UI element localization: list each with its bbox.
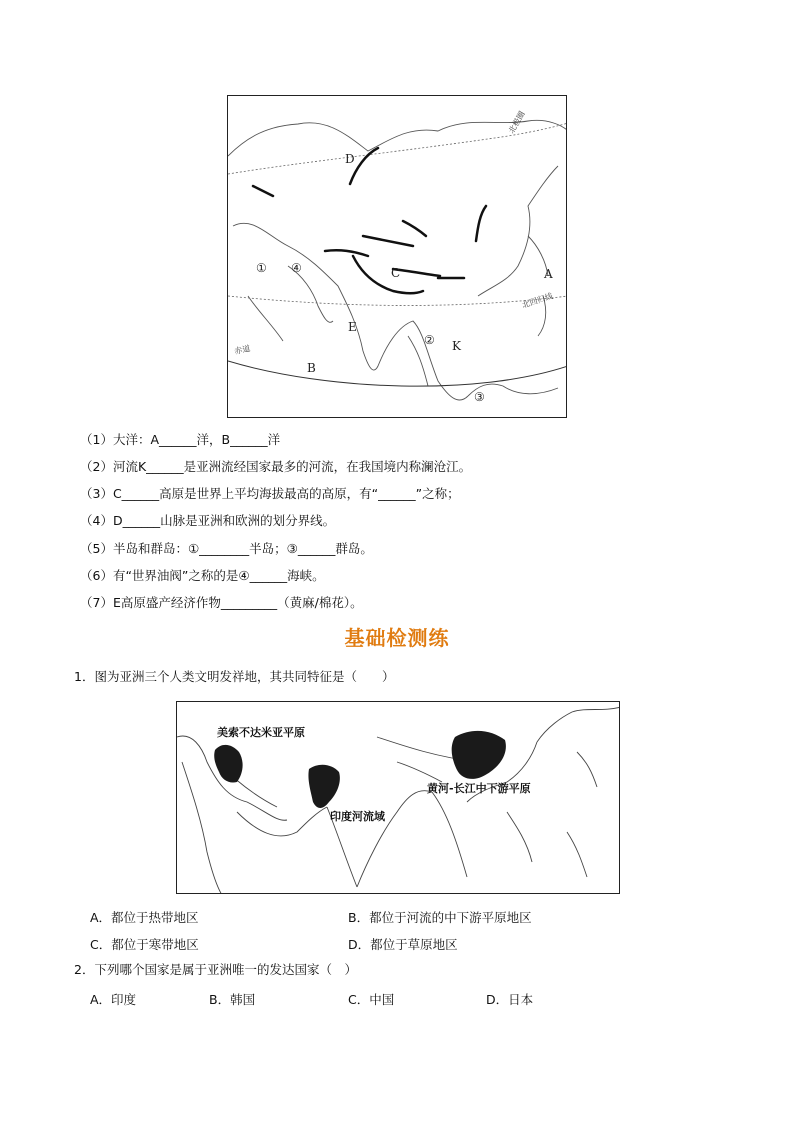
q2-option-A[interactable]: A．印度 (90, 992, 137, 1007)
label-1: ① (256, 261, 267, 275)
q2-option-C[interactable]: C．中国 (348, 992, 395, 1007)
label-D: D (345, 152, 355, 166)
south-coast (233, 223, 468, 400)
label-arctic-circle: 北极圈 (506, 109, 527, 135)
indus-region (308, 765, 339, 808)
asia-map (227, 95, 567, 418)
q2-stem: 2．下列哪个国家是属于亚洲唯一的发达国家（ ） (74, 962, 357, 977)
question-7: （7）E高原盛产经济作物_________（黄麻/棉花）。 (80, 595, 363, 610)
korea-shore (537, 707, 620, 742)
asia-map-svg (228, 96, 567, 418)
label-tropic: 北回归线 (520, 291, 555, 310)
label-E: E (348, 320, 357, 334)
philippines-shore (567, 832, 587, 877)
altai-line (403, 221, 426, 236)
q1-option-D[interactable]: D．都位于草原地区 (348, 937, 458, 952)
tropic-line (228, 296, 567, 305)
question-5: （5）半岛和群岛：①________半岛；③______群岛。 (80, 541, 373, 556)
label-equator: 赤道 (233, 343, 252, 356)
civilization-map (176, 701, 620, 894)
label-china-plain: 黄河-长江中下游平原 (427, 782, 531, 795)
label-2: ② (424, 333, 435, 347)
japan-shore (577, 752, 597, 787)
red-sea-shore (182, 762, 222, 894)
label-C: C (391, 266, 401, 280)
tianshan-line (363, 236, 413, 246)
question-1: （1）大洋：A______洋，B______洋 (80, 432, 281, 447)
label-B: B (307, 361, 316, 375)
q1-option-C[interactable]: C．都位于寒带地区 (90, 937, 199, 952)
label-4: ④ (291, 261, 302, 275)
civilization-map-svg (177, 702, 620, 894)
question-2: （2）河流K______是亚洲流经国家最多的河流，在我国境内称澜沧江。 (80, 459, 472, 474)
label-A: A (544, 267, 553, 281)
question-4: （4）D______山脉是亚洲和欧洲的划分界线。 (80, 513, 336, 528)
q1-option-B[interactable]: B．都位于河流的中下游平原地区 (348, 910, 532, 925)
himalaya-line (353, 256, 423, 293)
label-3: ③ (474, 390, 485, 404)
red-sea-coast (248, 296, 283, 341)
label-indus: 印度河流域 (330, 810, 385, 823)
q2-option-B[interactable]: B．韩国 (209, 992, 256, 1007)
indochina-shore (432, 792, 467, 877)
equator-line (228, 361, 567, 386)
great-khingan-line (476, 206, 486, 241)
q1-stem: 1．图为亚洲三个人类文明发祥地，其共同特征是（ ） (74, 669, 395, 684)
label-mesopotamia: 美索不达米亚平原 (217, 726, 305, 739)
q2-option-D[interactable]: D．日本 (486, 992, 534, 1007)
q1-option-A[interactable]: A．都位于热带地区 (90, 910, 199, 925)
question-3: （3）C______高原是世界上平均海拔最高的高原，有“______”之称； (80, 486, 460, 501)
mesopotamia-region (214, 745, 242, 783)
yellow-yangtze-region (452, 731, 506, 779)
caucasus-line (253, 186, 273, 196)
river-line (397, 762, 442, 782)
arabian-sea-shore (237, 807, 327, 836)
vietnam-shore (507, 812, 532, 862)
label-K: K (452, 339, 461, 353)
india-east-coast (357, 791, 432, 887)
section-title: 基础检测练 (344, 626, 450, 650)
question-6: （6）有“世界油阀”之称的是④______海峡。 (80, 568, 325, 583)
hindu-kush-line (325, 250, 368, 256)
